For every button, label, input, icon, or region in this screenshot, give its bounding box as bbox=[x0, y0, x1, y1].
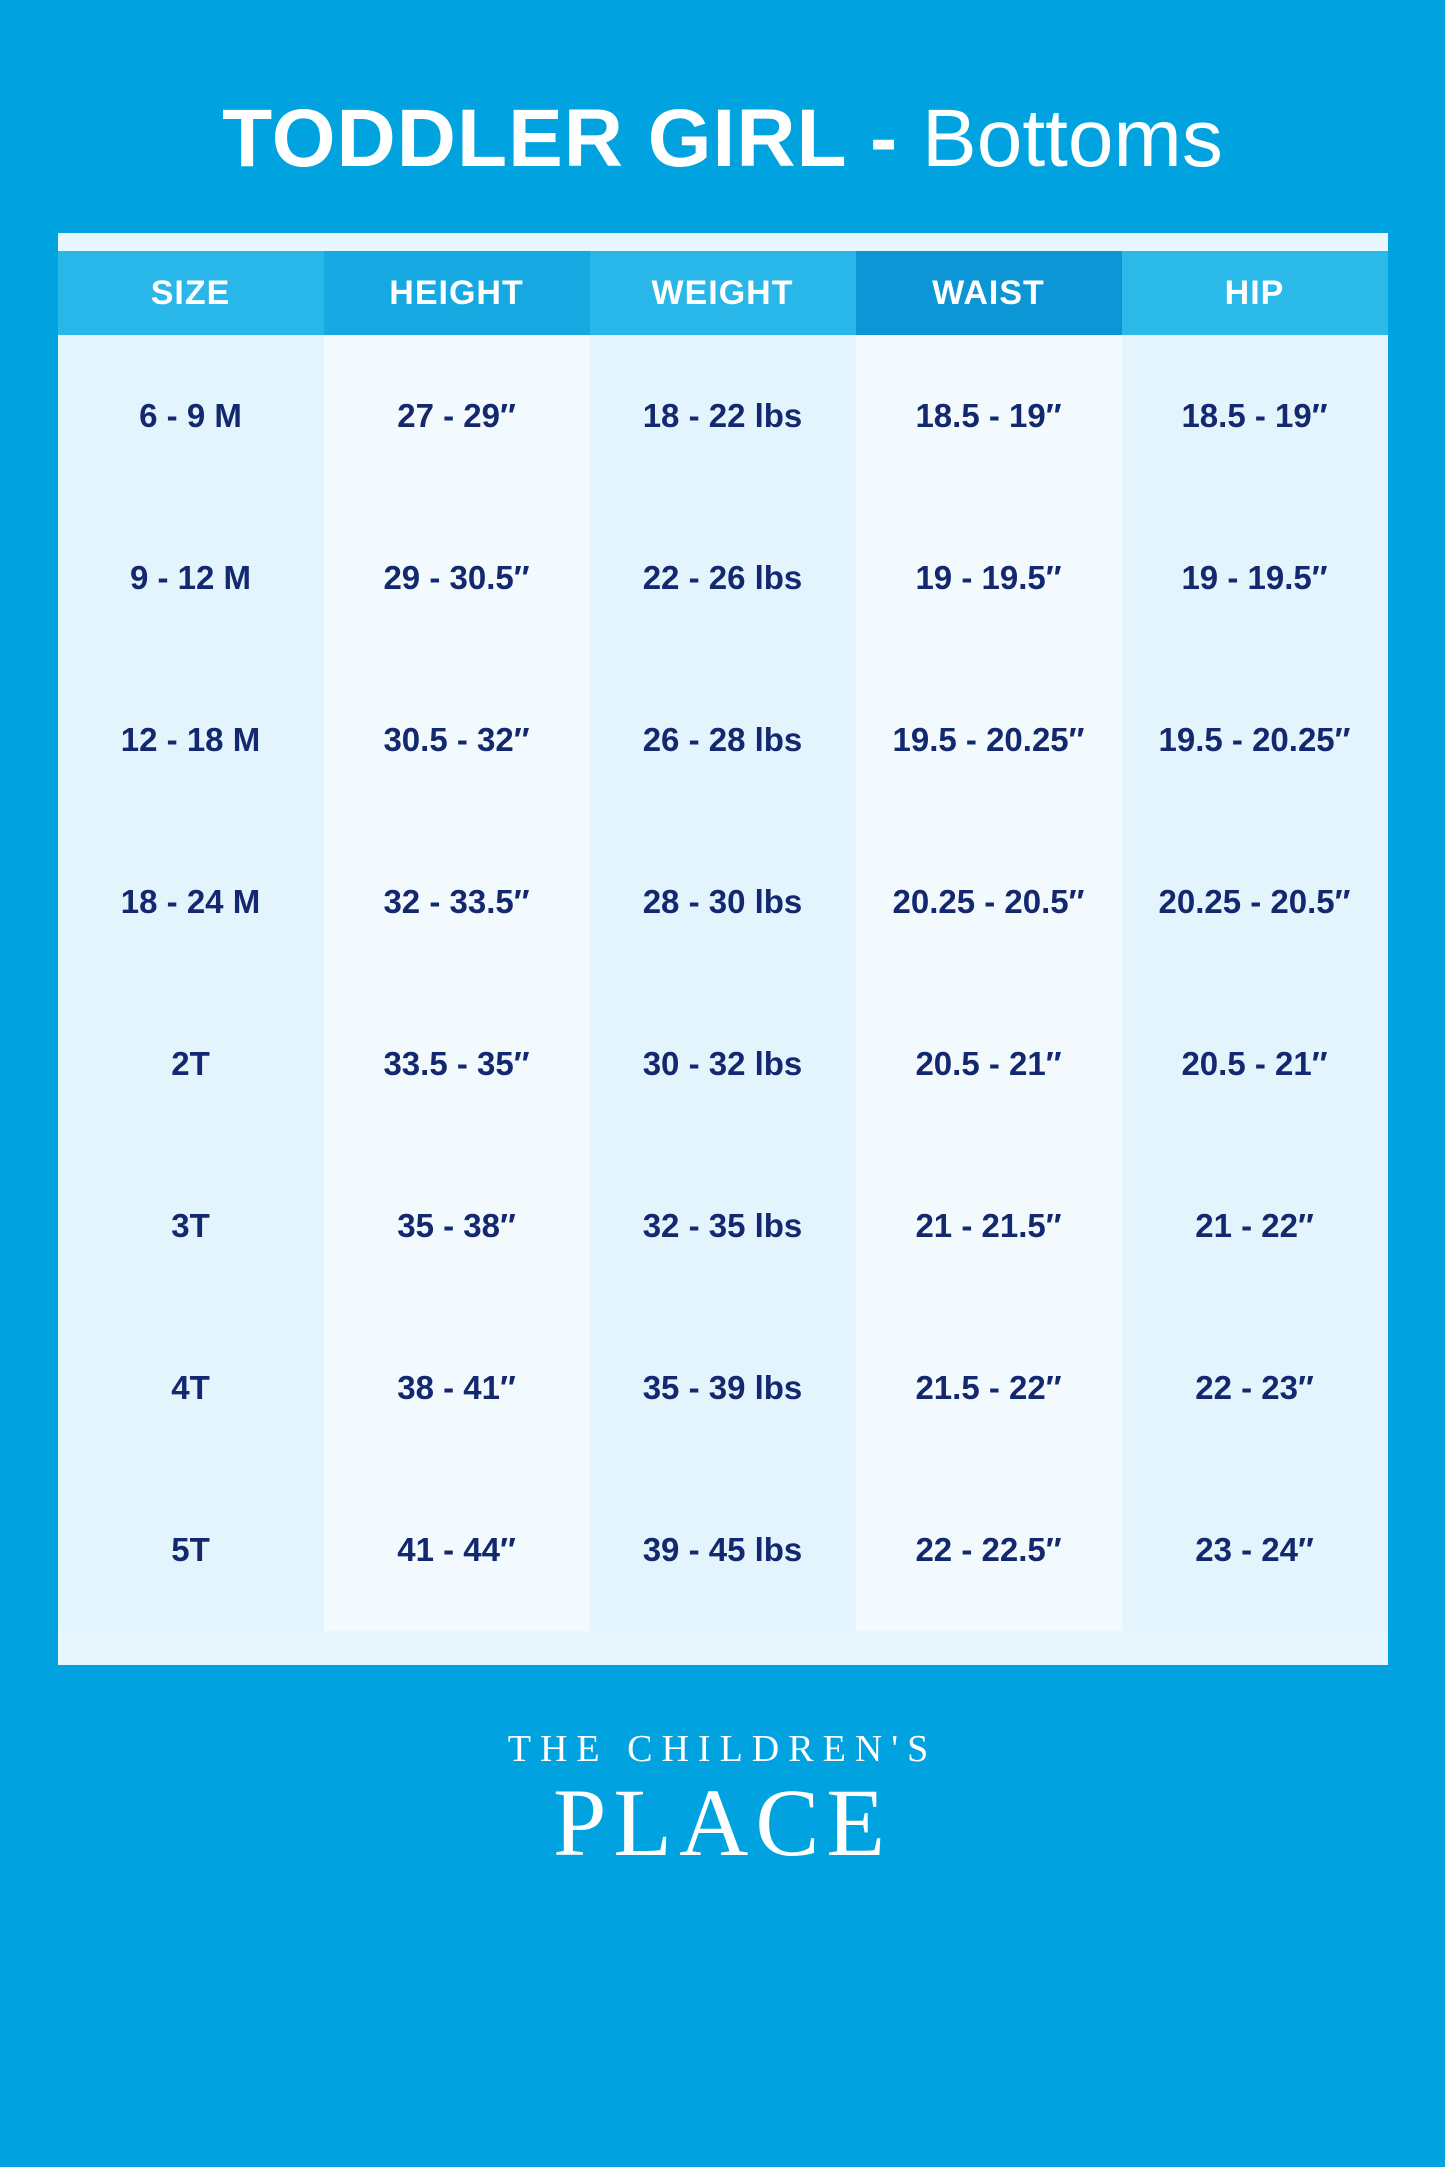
cell-weight: 35 - 39 lbs bbox=[590, 1307, 856, 1469]
cell-size: 4T bbox=[58, 1307, 324, 1469]
cell-height: 33.5 - 35″ bbox=[324, 983, 590, 1145]
size-table-head bbox=[58, 251, 1388, 335]
size-table-body bbox=[58, 335, 1388, 1631]
column-header-size: SIZE bbox=[58, 251, 324, 335]
cell-waist: 19 - 19.5″ bbox=[856, 497, 1122, 659]
page-title-subject: Bottoms bbox=[922, 93, 1223, 184]
table-row bbox=[58, 821, 1388, 983]
cell-weight: 22 - 26 lbs bbox=[590, 497, 856, 659]
cell-waist: 19.5 - 20.25″ bbox=[856, 659, 1122, 821]
table-row bbox=[58, 1145, 1388, 1307]
column-header-hip: HIP bbox=[1122, 251, 1388, 335]
table-header-row bbox=[58, 251, 1388, 335]
cell-hip: 19.5 - 20.25″ bbox=[1122, 659, 1388, 821]
cell-waist: 21.5 - 22″ bbox=[856, 1307, 1122, 1469]
size-table-container bbox=[58, 233, 1388, 1665]
table-row bbox=[58, 1469, 1388, 1631]
cell-height: 29 - 30.5″ bbox=[324, 497, 590, 659]
cell-size: 12 - 18 M bbox=[58, 659, 324, 821]
brand-logo-line2: PLACE bbox=[552, 1769, 892, 1876]
cell-size: 2T bbox=[58, 983, 324, 1145]
cell-weight: 26 - 28 lbs bbox=[590, 659, 856, 821]
cell-hip: 20.25 - 20.5″ bbox=[1122, 821, 1388, 983]
cell-size: 3T bbox=[58, 1145, 324, 1307]
cell-weight: 28 - 30 lbs bbox=[590, 821, 856, 983]
cell-hip: 20.5 - 21″ bbox=[1122, 983, 1388, 1145]
cell-waist: 22 - 22.5″ bbox=[856, 1469, 1122, 1631]
table-row bbox=[58, 983, 1388, 1145]
table-row bbox=[58, 659, 1388, 821]
brand-logo bbox=[508, 1727, 937, 1875]
cell-hip: 23 - 24″ bbox=[1122, 1469, 1388, 1631]
cell-height: 41 - 44″ bbox=[324, 1469, 590, 1631]
table-row bbox=[58, 335, 1388, 497]
cell-hip: 21 - 22″ bbox=[1122, 1145, 1388, 1307]
column-header-weight: WEIGHT bbox=[590, 251, 856, 335]
column-header-height: HEIGHT bbox=[324, 251, 590, 335]
brand-logo-line1: THE CHILDREN'S bbox=[507, 1728, 938, 1770]
cell-waist: 18.5 - 19″ bbox=[856, 335, 1122, 497]
cell-size: 9 - 12 M bbox=[58, 497, 324, 659]
cell-hip: 19 - 19.5″ bbox=[1122, 497, 1388, 659]
size-table bbox=[58, 251, 1388, 1631]
page-title-separator: - bbox=[846, 93, 923, 184]
cell-waist: 20.25 - 20.5″ bbox=[856, 821, 1122, 983]
cell-weight: 39 - 45 lbs bbox=[590, 1469, 856, 1631]
cell-waist: 20.5 - 21″ bbox=[856, 983, 1122, 1145]
cell-height: 38 - 41″ bbox=[324, 1307, 590, 1469]
cell-height: 32 - 33.5″ bbox=[324, 821, 590, 983]
cell-size: 6 - 9 M bbox=[58, 335, 324, 497]
cell-size: 18 - 24 M bbox=[58, 821, 324, 983]
cell-waist: 21 - 21.5″ bbox=[856, 1145, 1122, 1307]
table-footer-spacer bbox=[58, 1631, 1388, 1665]
cell-height: 27 - 29″ bbox=[324, 335, 590, 497]
table-row bbox=[58, 1307, 1388, 1469]
page-title bbox=[222, 95, 1223, 183]
cell-size: 5T bbox=[58, 1469, 324, 1631]
cell-weight: 32 - 35 lbs bbox=[590, 1145, 856, 1307]
table-row bbox=[58, 497, 1388, 659]
column-header-waist: WAIST bbox=[856, 251, 1122, 335]
cell-hip: 22 - 23″ bbox=[1122, 1307, 1388, 1469]
cell-weight: 30 - 32 lbs bbox=[590, 983, 856, 1145]
cell-hip: 18.5 - 19″ bbox=[1122, 335, 1388, 497]
cell-height: 30.5 - 32″ bbox=[324, 659, 590, 821]
cell-weight: 18 - 22 lbs bbox=[590, 335, 856, 497]
page-title-category: TODDLER GIRL bbox=[222, 93, 847, 184]
cell-height: 35 - 38″ bbox=[324, 1145, 590, 1307]
